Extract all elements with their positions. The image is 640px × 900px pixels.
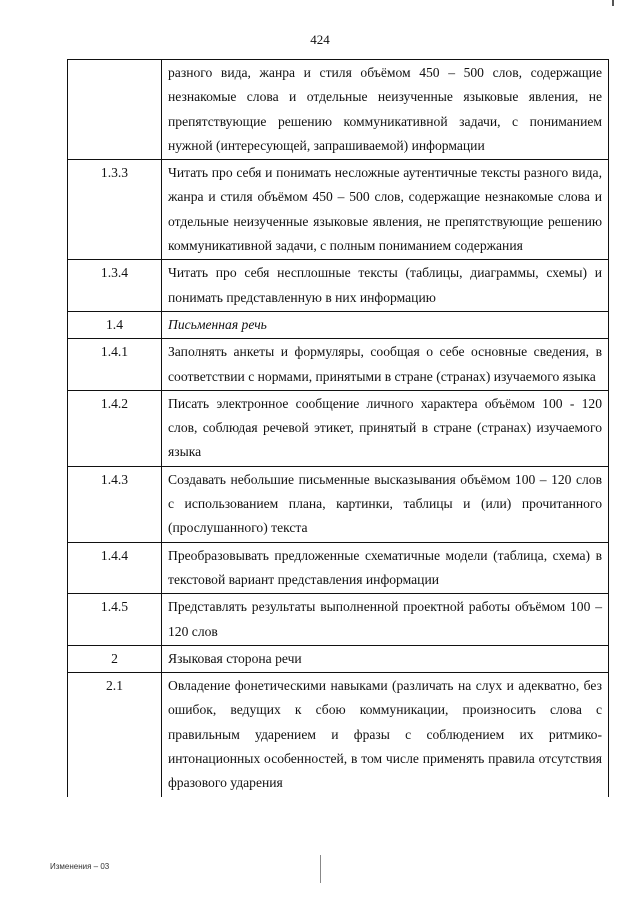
table-row	[68, 390, 609, 466]
row-number: 1.4.4	[68, 542, 162, 594]
row-number: 1.4.5	[68, 594, 162, 646]
row-text: Читать про себя и понимать несложные аутентичные тексты разного вида, жанра и стиля объёмом 450 – 500 слов, содержащие незнакомые слова и отдельные неизученные языковые явления, не препятствующие решению коммуникативной задачи, с полным пониманием содержания	[162, 160, 609, 260]
table-row	[68, 260, 609, 312]
row-number: 2.1	[68, 673, 162, 797]
scan-divider	[320, 855, 321, 883]
row-number: 1.4.3	[68, 466, 162, 542]
table-row	[68, 673, 609, 797]
table-row	[68, 60, 609, 160]
table-row	[68, 160, 609, 260]
table-row	[68, 542, 609, 594]
footer-note: Изменения – 03	[50, 862, 110, 871]
row-text: Писать электронное сообщение личного характера объёмом 100 - 120 слов, соблюдая речевой этикет, принятый в стране (странах) изучаемого языка	[162, 390, 609, 466]
row-text: Заполнять анкеты и формуляры, сообщая о себе основные сведения, в соответствии с нормами, принятыми в стране (странах) изучаемого языка	[162, 339, 609, 391]
row-number: 1.3.4	[68, 260, 162, 312]
row-text: Читать про себя несплошные тексты (таблицы, диаграммы, схемы) и понимать представленную в них информацию	[162, 260, 609, 312]
table-row	[68, 594, 609, 646]
row-text: разного вида, жанра и стиля объёмом 450 – 500 слов, содержащие незнакомые слова и отдельные неизученные языковые явления, не препятствующие решению коммуникативной задачи, с пониманием нужной (интересующей, запрашиваемой) информации	[162, 60, 609, 160]
table-row-section-heading	[68, 311, 609, 338]
row-text: Овладение фонетическими навыками (различать на слух и адекватно, без ошибок, ведущих к сбою коммуникации, произносить слова с правильным ударением и фразы с соблюдением их ритмико-интонационных особенностей, в том числе применять правила отсутствия фразового ударения	[162, 673, 609, 797]
row-text: Создавать небольшие письменные высказывания объёмом 100 – 120 слов с использованием плана, картинки, таблицы и (или) прочитанного (прослушанного) текста	[162, 466, 609, 542]
section-heading: Письменная речь	[162, 311, 609, 338]
row-text: Преобразовывать предложенные схематичные модели (таблица, схема) в текстовой вариант представления информации	[162, 542, 609, 594]
scan-mark	[612, 0, 614, 6]
page-number: 424	[310, 32, 330, 47]
row-number: 1.4.1	[68, 339, 162, 391]
row-number: 1.4	[68, 311, 162, 338]
table-row	[68, 466, 609, 542]
row-number: 2	[68, 645, 162, 672]
row-number: 1.3.3	[68, 160, 162, 260]
row-text: Представлять результаты выполненной проектной работы объёмом 100 – 120 слов	[162, 594, 609, 646]
section-heading: Языковая сторона речи	[162, 645, 609, 672]
row-number	[68, 60, 162, 160]
table-row	[68, 339, 609, 391]
row-number: 1.4.2	[68, 390, 162, 466]
requirements-table	[67, 59, 609, 797]
table-row-section-heading	[68, 645, 609, 672]
